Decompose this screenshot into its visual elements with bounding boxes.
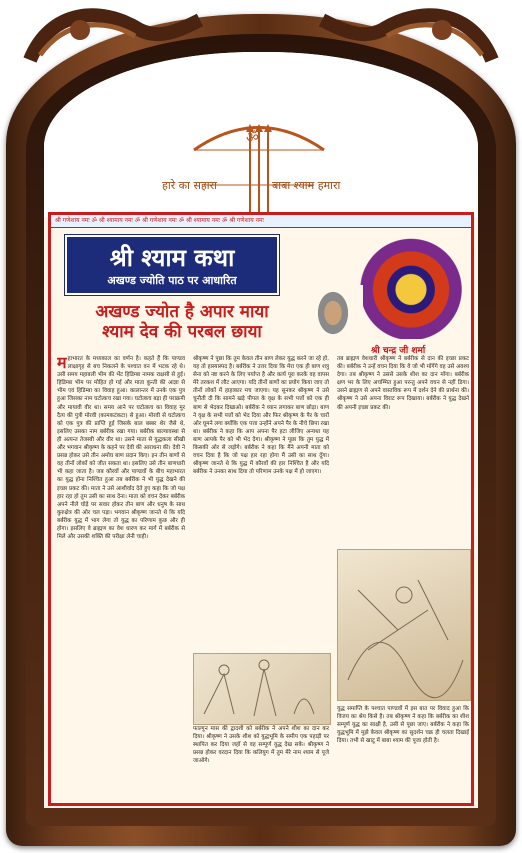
article-column-2-continued: फाल्गुन मास की द्वादशी को बर्बरीक ने अपने शीश का दान कर दिया। श्रीकृष्ण ने उसके शीश को युद्धभूमि के समीप एक पहाड़ी पर स्थापित कर दिया जहाँ से वह सम्पूर्ण युद्ध देख सके। श्रीकृष्ण ने प्रसन्न होकर वरदान दिया कि कलियुग में तुम मेरे नाम श्याम से पूजे जाओगे।: [193, 726, 329, 765]
article-column-1: [57, 355, 185, 799]
drop-cap: म: [57, 355, 67, 372]
poster: [44, 52, 478, 808]
article-column-3: तब ब्राह्मण वेशधारी श्रीकृष्ण ने बर्बरीक से दान की इच्छा प्रकट की। बर्बरीक ने उन्हें वचन दिया कि वे जो भी माँगेंगे वह उसे अवश्य देगा। तब श्रीकृष्ण ने उससे उसके शीश का दान माँगा। बर्बरीक क्षण भर के लिए अचम्भित हुआ परन्तु अपने वचन से नहीं डिगा। उसने ब्राह्मण से अपने वास्तविक रूप में दर्शन देने की प्रार्थना की। श्रीकृष्ण ने उसे अपना विराट रूप दिखाया। बर्बरीक ने युद्ध देखने की अपनी इच्छा प्रकट की।: [337, 356, 469, 411]
deity-image: [353, 229, 469, 339]
column-1-text: हाभारत के मध्यकाल का वर्णन है। कहते हैं कि पाण्डव लाक्षागृह से बच निकलने के पश्चात वन में भटक रहे थे। उसी समय महाबली भीम की भेंट हिडिम्बा नामक राक्षसी से हुई। हिडिम्बा भीम पर मोहित हो गई और माता कुन्ती की आज्ञा से भीम एवं हिडिम्बा का विवाह हुआ। कालान्तर में उनके एक पुत्र हुआ जिसका नाम घटोत्कच रखा गया। घटोत्कच बड़ा ही पराक्रमी और मायावी वीर था। समय आने पर घटोत्कच का विवाह मुर दैत्य की पुत्री मोरवी (कामकटंकटा) से हुआ। मोरवी से घटोत्कच को एक पुत्र की प्राप्ति हुई जिसके बाल बब्बर शेर जैसे थे, इसलिए उसका नाम बर्बरीक रखा गया। बर्बरीक बाल्यावस्था से ही अत्यन्त तेजस्वी और वीर था। उसने माता से युद्धकला सीखी और भगवान श्रीकृष्ण के कहने पर देवी की आराधना की। देवी ने प्रसन्न होकर उसे तीन अमोघ बाण प्रदान किए। इन तीन बाणों से वह तीनों लोकों को जीत सकता था। इसलिए उसे तीन बाणधारी भी कहा जाता है। जब कौरवों और पाण्डवों के बीच महाभारत का युद्ध होना निश्चित हुआ तब बर्बरीक ने भी युद्ध देखने की इच्छा प्रकट की। माता ने उसे आशीर्वाद देते हुए कहा कि जो पक्ष हार रहा हो तुम उसी का साथ देना। माता को वचन देकर बर्बरीक अपने नीले घोड़े पर सवार होकर तीन बाण और धनुष के साथ कुरुक्षेत्र की ओर चल पड़ा। भगवान श्रीकृष्ण जानते थे कि यदि बर्बरीक युद्ध में भाग लेगा तो युद्ध का परिणाम कुछ और ही होगा। इसलिए वे ब्राह्मण का वेश धारण कर मार्ग में बर्बरीक से मिले और उसकी शक्ति की परीक्षा लेनी चाही।: [57, 356, 185, 541]
bow-arrows-emblem: [184, 110, 334, 220]
tagline-left: हारे का सहारा: [162, 179, 217, 192]
tagline-right: बाबा श्याम हमारा: [272, 179, 341, 192]
article-column-2: श्रीकृष्ण ने पूछा कि तुम केवल तीन बाण लेकर युद्ध करने जा रहे हो, यह तो हास्यास्पद है। बर्बरीक ने उत्तर दिया कि मेरा एक ही बाण शत्रु सेना को नष्ट करने के लिए पर्याप्त है और कार्य पूरा करके वह वापस मेरे तरकश में लौट आएगा। यदि तीनों बाणों का प्रयोग किया जाए तो तीनों लोकों में हाहाकार मच जाएगा। यह सुनकर श्रीकृष्ण ने उसे चुनौती दी कि सामने खड़े पीपल के वृक्ष के सभी पत्तों को एक ही बाण से भेदकर दिखाओ। बर्बरीक ने ध्यान लगाकर बाण छोड़ा। बाण ने वृक्ष के सभी पत्तों को भेद दिया और फिर श्रीकृष्ण के पैर के चारों ओर घूमने लगा क्योंकि एक पत्ता उन्होंने अपने पैर के नीचे छिपा रखा था। बर्बरीक ने कहा कि आप अपना पैर हटा लीजिए अन्यथा यह बाण आपके पैर को भी भेद देगा। श्रीकृष्ण ने पूछा कि तुम युद्ध में किसकी ओर से लड़ोगे। बर्बरीक ने कहा कि मैंने अपनी माता को वचन दिया है कि जो पक्ष हार रहा होगा मैं उसी का साथ दूँगा। श्रीकृष्ण जानते थे कि युद्ध में कौरवों की हार निश्चित है और यदि बर्बरीक ने उनका साथ दिया तो परिणाम उनके पक्ष में हो जाएगा।: [193, 356, 329, 476]
title-box: [65, 235, 279, 295]
image-caption: श्री चन्द्र जी शर्मा: [371, 346, 426, 356]
headline-line-1: अखण्ड ज्योत है अपार माया: [95, 302, 269, 322]
sketch-lines-2: [338, 550, 470, 700]
header-emblem-area: [44, 52, 478, 217]
article-sheet: [48, 212, 474, 806]
page-subtitle: अखण्ड ज्योति पाठ पर आधारित: [107, 274, 237, 287]
top-ticker: श्री गणेशाय नमः ॐ श्री श्यामाय नमः ॐ श्री गणेशाय नमः ॐ श्री श्यामाय नमः ॐ श्री गणेशाय नमः: [51, 215, 471, 228]
illustration-sketch-battle: [337, 549, 471, 701]
illustration-sketch-women: [193, 653, 331, 725]
om-symbol: ॐ: [246, 130, 259, 146]
page-title: श्री श्याम कथा: [109, 244, 235, 272]
article-column-3-continued: युद्ध समाप्ति के पश्चात पाण्डवों में इस बात पर विवाद हुआ कि विजय का श्रेय किसे है। तब श्रीकृष्ण ने कहा कि बर्बरीक का शीश सम्पूर्ण युद्ध का साक्षी है, उसी से पूछा जाए। बर्बरीक ने कहा कि युद्धभूमि में मुझे केवल श्रीकृष्ण का सुदर्शन चक्र ही चलता दिखाई दिया। तभी से खाटू में बाबा श्याम की पूजा होती है।: [337, 706, 469, 745]
sage-portrait: [303, 285, 363, 355]
headline-line-2: श्याम देव की परबल छाया: [102, 322, 262, 342]
sketch-lines-1: [194, 654, 330, 724]
